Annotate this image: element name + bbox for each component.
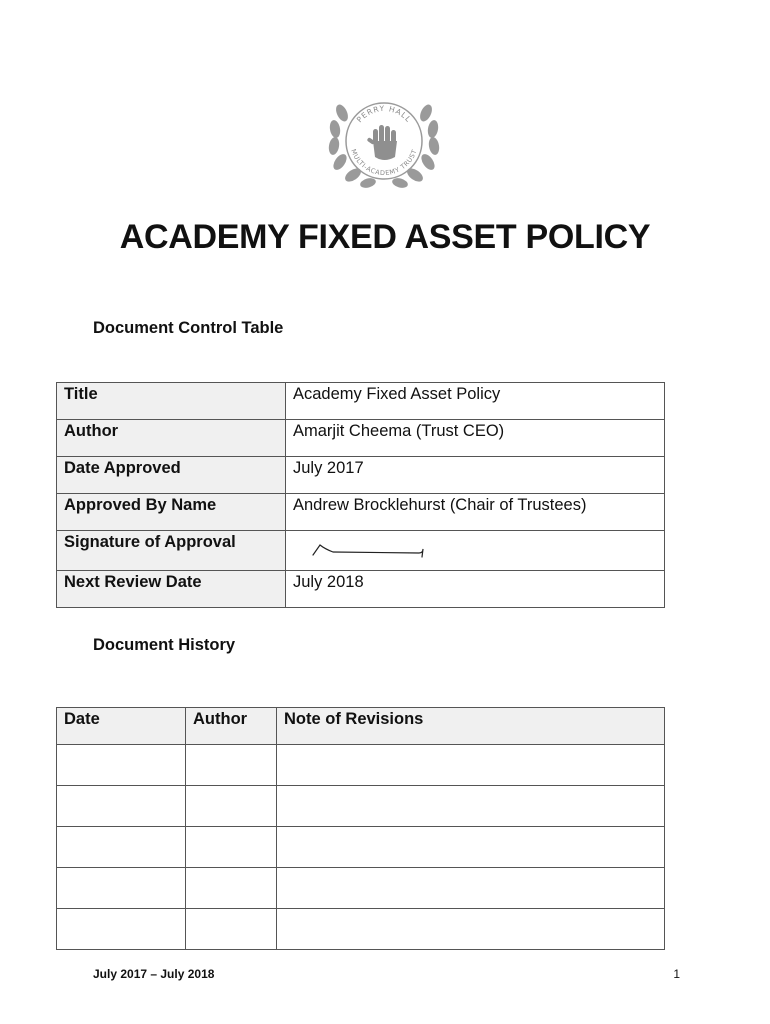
row-value-approved-by: Andrew Brocklehurst (Chair of Trustees) (286, 494, 665, 531)
svg-text:PERRY HALL (355, 104, 413, 124)
row-label-approved-by: Approved By Name (57, 494, 286, 531)
table-row (57, 786, 665, 827)
row-value-date-approved: July 2017 (286, 457, 665, 494)
table-row (57, 827, 665, 868)
row-value-title: Academy Fixed Asset Policy (286, 383, 665, 420)
trust-logo (320, 83, 448, 195)
table-row (57, 909, 665, 950)
row-label-author: Author (57, 420, 286, 457)
document-title: ACADEMY FIXED ASSET POLICY (119, 218, 651, 256)
row-value-author: Amarjit Cheema (Trust CEO) (286, 420, 665, 457)
table-row (57, 571, 665, 608)
logo-text-top: PERRY HALL (354, 103, 414, 125)
signature-image (311, 539, 431, 561)
table-row (57, 531, 665, 571)
table-row (57, 868, 665, 909)
control-table-heading: Document Control Table (93, 319, 284, 337)
signature-cell (286, 531, 665, 571)
row-label-date-approved: Date Approved (57, 457, 286, 494)
column-header-date: Date (57, 708, 186, 745)
document-history-table (56, 707, 665, 950)
row-label-title: Title (57, 383, 286, 420)
document-control-table (56, 382, 665, 608)
page-number: 1 (673, 967, 680, 981)
logo-text-bottom: MULTI-ACADEMY TRUST (349, 148, 419, 178)
row-label-next-review: Next Review Date (57, 571, 286, 608)
history-heading: Document History (93, 636, 236, 654)
table-header-row (57, 708, 665, 745)
table-row (57, 383, 665, 420)
row-value-next-review: July 2018 (286, 571, 665, 608)
table-row (57, 457, 665, 494)
row-label-signature: Signature of Approval (57, 531, 286, 571)
column-header-author: Author (186, 708, 277, 745)
column-header-notes: Note of Revisions (277, 708, 665, 745)
table-row (57, 494, 665, 531)
table-row (57, 745, 665, 786)
footer-date-range: July 2017 – July 2018 (93, 967, 215, 981)
table-row (57, 420, 665, 457)
